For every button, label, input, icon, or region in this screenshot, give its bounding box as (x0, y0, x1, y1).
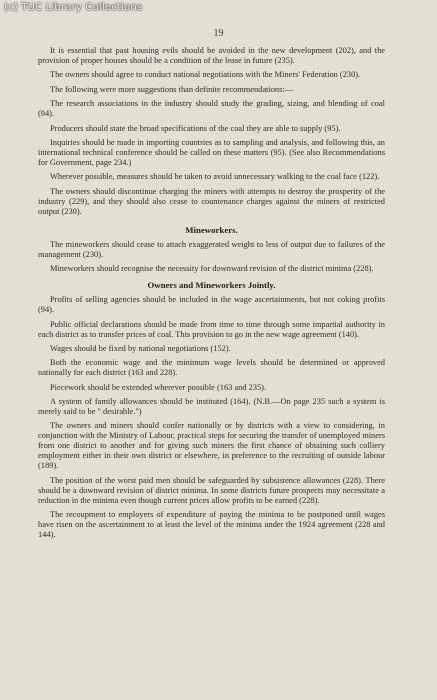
paragraph: The owners should agree to conduct national negotiations with the Miners' Federation (230). (50, 70, 361, 80)
paragraph: The recoupment to employers of expenditure of paying the minima to be postponed until wages have risen on the ascertainment to at least the level of the minima under the 1924 agreement (228 and 144). (38, 510, 385, 540)
paragraph: Public official declarations should be made from time to time through some impartial authority in each district as to transfer prices of coal. This provision to go in the new wage agreement (140). (38, 319, 385, 339)
page-body (38, 46, 385, 545)
paragraph: The owners should discontinue charging the miners with attempts to destroy the prosperity of the industry (229), and they should also cease to countenance charges against the miners of restricted output (230). (38, 186, 385, 216)
section-heading-mineworkers: Mineworkers. (185, 224, 238, 235)
paragraph: The position of the worst paid men should be safeguarded by subsistence allowances (228). There should be a downward revision of district minima. In some districts future prospects may necessitate a reduction in the minima even though current prices allow profits to be earned (228). (38, 475, 385, 505)
paragraph: Mineworkers should recognise the necessity for downward revision of the district minima (228). (50, 264, 374, 274)
paragraph: A system of family allowances should be instituted (164). (N.B.—On page 235 such a system is merely said to be " desirable.") (38, 397, 385, 417)
page-number: 19 (213, 28, 224, 39)
paragraph: The owners and miners should confer nationally or by districts with a view to considering, in conjunction with the Ministry of Labour, practical steps for securing the transfer of unemployed miners from one district to another and for giving such miners the first chance of obtaining such colliery employment either in their own district or elsewhere, in preference to the recruiting of outside labour (189). (38, 421, 385, 471)
paragraph: Wages should be fixed by national negotiations (152). (50, 343, 231, 353)
paragraph: The research associations in the industry should study the grading, sizing, and blending of coal (94). (38, 99, 385, 119)
paragraph: Piecework should be extended wherever possible (163 and 235). (50, 382, 267, 392)
paragraph: Profits of selling agencies should be included in the wage ascertainments, but not coking profits (94). (38, 295, 385, 315)
copyright-watermark: (c) TUC Library Collections (4, 2, 143, 13)
paragraph: The mineworkers should cease to attach exaggerated weight to less of output due to failures of the management (230). (38, 239, 385, 259)
paragraph: Wherever possible, measures should be taken to avoid unnecessary walking to the coal face (122). (50, 172, 380, 182)
paragraph: The following were more suggestions than definite recommendations:— (50, 84, 294, 94)
paragraph: It is essential that past housing evils should be avoided in the new development (202), and the provision of proper houses should be a condition of the lease in future (235). (38, 46, 385, 65)
paragraph: Producers should state the broad specifications of the coal they are able to supply (95). (50, 123, 341, 133)
section-heading-owners-and-mineworkers-jointly: Owners and Mineworkers Jointly. (147, 280, 276, 291)
paragraph: Inquiries should be made in importing countries as to sampling and analysis, and following this, an international technical conference should be called on these matters (95). (See also Recommendations for Government, page 234.) (38, 137, 385, 167)
paragraph: Both the economic wage and the minimum wage levels should be determined or approved nationally for each district (163 and 228). (38, 358, 385, 378)
